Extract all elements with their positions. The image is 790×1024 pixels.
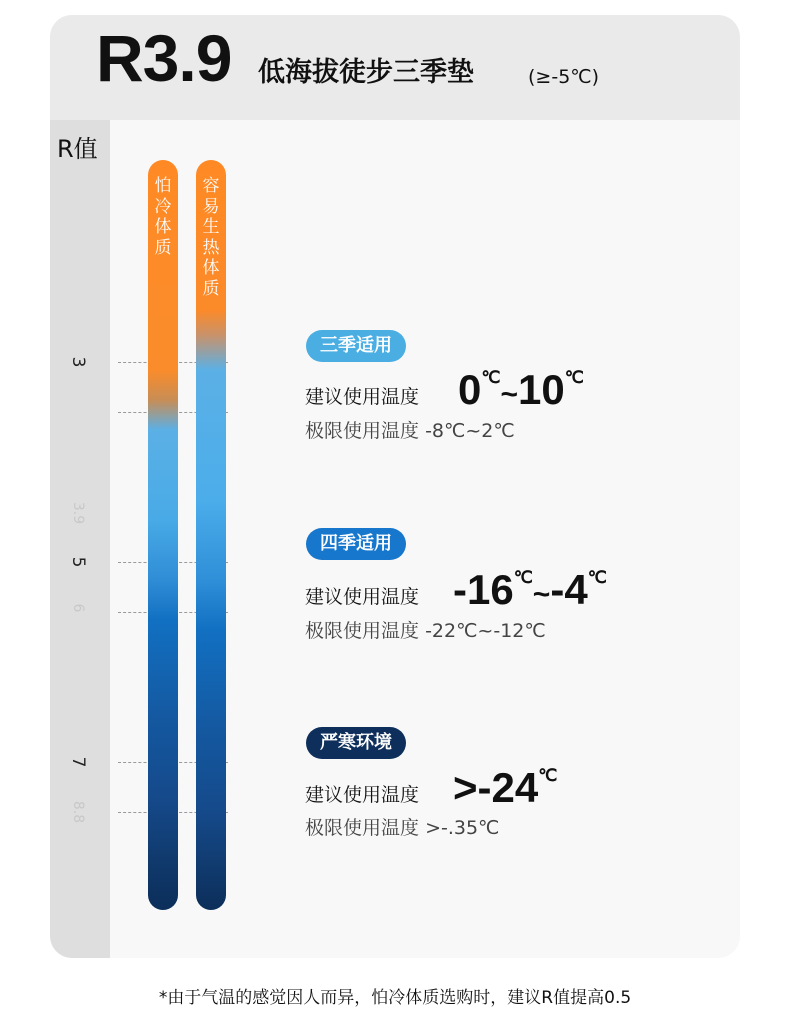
temp-unit: ℃ [564, 368, 584, 387]
badge-three-season: 三季适用 [306, 330, 406, 362]
tick-6: 6 [70, 603, 86, 613]
tick-5: 5 [68, 556, 88, 568]
limit-temp [305, 418, 515, 444]
limit-temp [305, 815, 499, 841]
temp-high: -4 [550, 566, 588, 613]
tick-3-9: 3.9 [70, 501, 86, 525]
badge-severe-cold: 严寒环境 [306, 727, 406, 759]
warm-body-label: 容易生热体质 [202, 176, 220, 299]
limit-label: 极限使用温度 [305, 620, 420, 642]
temp-low: 0 [458, 366, 482, 413]
recommend-label: 建议使用温度 [305, 784, 420, 806]
recommend-temp [453, 566, 607, 614]
temp-unit: ℃ [513, 568, 533, 587]
cold-body-label: 怕冷体质 [154, 176, 172, 258]
temp-separator: ~ [532, 578, 551, 611]
recommend-label: 建议使用温度 [305, 586, 420, 608]
recommend-label: 建议使用温度 [305, 386, 420, 408]
product-name: 低海拔徒步三季垫 [258, 57, 474, 88]
r-value-title: R3.9 [96, 21, 232, 95]
temp-high: 10 [517, 366, 565, 413]
temp-low: -16 [453, 566, 514, 613]
axis-column [50, 120, 110, 958]
temp-separator: ~ [500, 378, 518, 411]
limit-value: -22℃~-12℃ [425, 620, 546, 642]
tick-3: 3 [68, 356, 88, 368]
temp-unit: ℃ [538, 766, 558, 785]
temp-unit: ℃ [587, 568, 607, 587]
temp-unit: ℃ [481, 368, 501, 387]
tick-8-8: 8.8 [70, 800, 86, 824]
temp-value: >-24 [453, 764, 539, 811]
limit-value: >-.35℃ [425, 817, 500, 839]
limit-label: 极限使用温度 [305, 420, 420, 442]
tick-7: 7 [68, 756, 88, 768]
limit-value: -8℃~2℃ [425, 420, 515, 442]
temperature-range: (≥-5℃) [528, 66, 600, 88]
r-axis-label: R值 [57, 135, 98, 163]
badge-four-season: 四季适用 [306, 528, 406, 560]
limit-label: 极限使用温度 [305, 817, 420, 839]
footnote: *由于气温的感觉因人而异，怕冷体质选购时，建议R值提高0.5 [158, 988, 632, 1008]
recommend-temp [453, 764, 557, 812]
limit-temp [305, 618, 546, 644]
cold-body-bar [148, 160, 178, 910]
recommend-temp [458, 366, 584, 414]
